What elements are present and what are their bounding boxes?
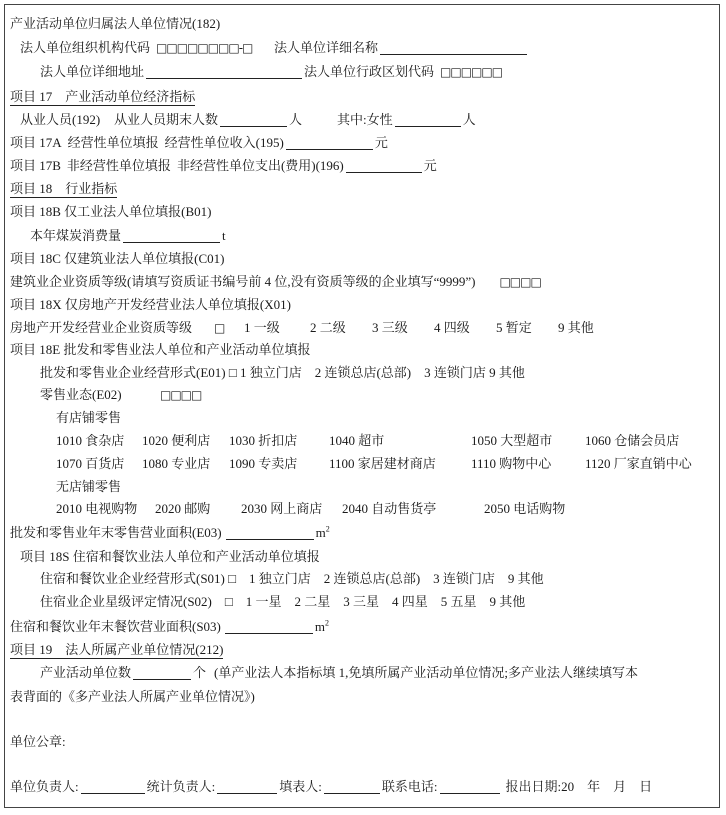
unit-m2 bbox=[315, 618, 329, 636]
unit-label: 元 bbox=[423, 158, 437, 173]
unit-m2 bbox=[316, 524, 330, 542]
e02-label: 零售业态(E02) bbox=[40, 387, 122, 402]
region-boxes[interactable]: □□□□□□ bbox=[440, 65, 503, 79]
row-c-qual bbox=[10, 273, 541, 291]
section-title: 产业活动单位归属法人单位情况(182) bbox=[10, 16, 221, 31]
store-code: 1050 大型超市 bbox=[471, 433, 553, 448]
coal-label: 本年煤炭消费量 bbox=[30, 228, 122, 243]
item18-title: 项目 18 行业指标 bbox=[10, 181, 118, 196]
store-code: 1100 家居建材商店 bbox=[329, 456, 436, 471]
expense-label: 非经营性单位支出(费用)(196) bbox=[176, 158, 344, 173]
s03-field[interactable] bbox=[225, 619, 313, 634]
row-store-codes-2 bbox=[56, 455, 692, 473]
row-s03 bbox=[10, 618, 329, 636]
x-qual-box[interactable]: □ bbox=[214, 321, 225, 335]
row-store-codes-1 bbox=[56, 432, 679, 450]
row-item17b bbox=[10, 157, 437, 175]
row-nostore-label bbox=[56, 478, 121, 496]
nostore-code: 2010 电视购物 bbox=[56, 501, 138, 516]
address-field[interactable] bbox=[146, 64, 302, 79]
x-qual-label: 房地产开发经营业企业资质等级 bbox=[10, 320, 193, 335]
item18x-title: 项目 18X 仅房地产开发经营业法人单位填报(X01) bbox=[10, 297, 291, 312]
unit-label: 个 bbox=[193, 665, 207, 680]
head-label: 单位负责人: bbox=[10, 779, 79, 794]
item17-title: 项目 17 产业活动单位经济指标 bbox=[10, 89, 196, 104]
note-line2: 表背面的《多产业法人所属产业单位情况》) bbox=[10, 689, 255, 704]
x-option: 4 四级 bbox=[434, 320, 470, 335]
s01-line: 住宿和餐饮业企业经营形式(S01) □ 1 独立门店 2 连锁总店(总部) 3 连锁门店 9 其他 bbox=[40, 571, 544, 586]
filler-field[interactable] bbox=[324, 779, 380, 794]
coal-field[interactable] bbox=[123, 228, 220, 243]
row-coal bbox=[30, 227, 226, 245]
x-option: 2 二级 bbox=[310, 320, 346, 335]
x-option: 9 其他 bbox=[558, 320, 594, 335]
nostore-code: 2050 电话购物 bbox=[484, 501, 566, 516]
row-signatures bbox=[10, 778, 652, 796]
head-field[interactable] bbox=[81, 779, 145, 794]
row-e01 bbox=[40, 364, 525, 382]
unit-label: t bbox=[222, 228, 226, 243]
row-item18c bbox=[10, 250, 225, 268]
unit-m: m bbox=[315, 525, 326, 540]
store-code: 1070 百货店 bbox=[56, 456, 125, 471]
row-note2 bbox=[10, 688, 255, 706]
org-code-boxes[interactable]: □□□□□□□□-□ bbox=[156, 41, 253, 55]
c-qual-boxes[interactable]: □□□□ bbox=[499, 275, 541, 289]
unit-m: m bbox=[314, 619, 326, 634]
x-option: 5 暂定 bbox=[496, 320, 532, 335]
expense-field[interactable] bbox=[346, 158, 422, 173]
phone-field[interactable] bbox=[440, 779, 500, 794]
item18c-title: 项目 18C 仅建筑业法人单位填报(C01) bbox=[10, 251, 225, 266]
row-nostore-codes bbox=[56, 500, 565, 518]
region-label: 法人单位行政区划代码 bbox=[304, 64, 435, 79]
store-code: 1080 专业店 bbox=[142, 456, 211, 471]
address-label: 法人单位详细地址 bbox=[40, 64, 145, 79]
nostore-label: 无店铺零售 bbox=[56, 479, 122, 494]
e02-boxes[interactable]: □□□□ bbox=[160, 388, 202, 402]
row-e02 bbox=[40, 386, 201, 404]
x-option: 1 一级 bbox=[244, 320, 280, 335]
row-182 bbox=[10, 15, 220, 33]
row-item18 bbox=[10, 180, 117, 198]
row-store-label bbox=[56, 409, 121, 427]
row-s01 bbox=[40, 570, 544, 588]
store-code: 1040 超市 bbox=[329, 433, 385, 448]
s02-line: 住宿业企业星级评定情况(S02) □ 1 一星 2 二星 3 三星 4 四星 5 五星 9 其他 bbox=[40, 594, 526, 609]
store-code: 1110 购物中心 bbox=[471, 456, 552, 471]
e03-label: 批发和零售业年末零售营业面积(E03) bbox=[10, 525, 222, 540]
item18e-title: 项目 18E 批发和零售业法人单位和产业活动单位填报 bbox=[10, 342, 311, 357]
e01-line: 批发和零售业企业经营形式(E01) □ 1 独立门店 2 连锁总店(总部) 3 连锁门店 9 其他 bbox=[40, 365, 525, 380]
item17a-label: 项目 17A bbox=[10, 135, 62, 150]
store-code: 1020 便利店 bbox=[142, 433, 211, 448]
unit-sup: 2 bbox=[325, 524, 330, 534]
row-item18b bbox=[10, 203, 212, 221]
store-code: 1010 食杂店 bbox=[56, 433, 125, 448]
store-code: 1090 专卖店 bbox=[229, 456, 298, 471]
row-item17 bbox=[10, 88, 195, 106]
row-item18x bbox=[10, 296, 291, 314]
stat-head-label: 统计负责人: bbox=[146, 779, 216, 794]
emp-end-field[interactable] bbox=[220, 112, 287, 127]
x-option: 3 三级 bbox=[372, 320, 408, 335]
store-code: 1120 厂家直销中心 bbox=[585, 456, 692, 471]
emp-label: 从业人员(192) bbox=[20, 112, 101, 127]
seal-label: 单位公章: bbox=[10, 734, 66, 749]
nostore-code: 2020 邮购 bbox=[155, 501, 211, 516]
row-count bbox=[40, 664, 638, 682]
store-label: 有店铺零售 bbox=[56, 410, 122, 425]
row-item18e bbox=[10, 341, 310, 359]
phone-label: 联系电话: bbox=[381, 779, 438, 794]
row-e03 bbox=[10, 524, 330, 542]
income-field[interactable] bbox=[286, 135, 373, 150]
row-s02 bbox=[40, 593, 525, 611]
name-field[interactable] bbox=[380, 40, 527, 55]
name-label: 法人单位详细名称 bbox=[274, 40, 379, 55]
item18s-title: 项目 18S 住宿和餐饮业法人单位和产业活动单位填报 bbox=[20, 549, 320, 564]
item17b-label: 项目 17B bbox=[10, 158, 61, 173]
unit-sup: 2 bbox=[325, 618, 330, 628]
item19-title: 项目 19 法人所属产业单位情况(212) bbox=[10, 642, 224, 657]
s03-label: 住宿和餐饮业年末餐饮营业面积(S03) bbox=[10, 619, 221, 634]
count-field[interactable] bbox=[133, 665, 191, 680]
row-item18s bbox=[20, 548, 320, 566]
count-label: 产业活动单位数 bbox=[40, 665, 132, 680]
row-employees bbox=[20, 111, 476, 129]
unit-label: 人 bbox=[462, 112, 476, 127]
store-code: 1030 折扣店 bbox=[229, 433, 298, 448]
filler-label: 填表人: bbox=[279, 779, 322, 794]
item17a-fill: 经营性单位填报 bbox=[67, 135, 159, 150]
note-line1: (单产业法人本指标填 1,免填所属产业活动单位情况;多产业法人继续填写本 bbox=[214, 665, 638, 680]
nostore-code: 2030 网上商店 bbox=[241, 501, 323, 516]
store-code: 1060 仓储会员店 bbox=[585, 433, 680, 448]
e03-field[interactable] bbox=[226, 525, 314, 540]
nostore-code: 2040 自动售货亭 bbox=[342, 501, 437, 516]
female-field[interactable] bbox=[395, 112, 461, 127]
org-code-label: 法人单位组织机构代码 bbox=[20, 40, 151, 55]
row-seal bbox=[10, 733, 66, 751]
row-item19 bbox=[10, 641, 223, 659]
unit-label: 元 bbox=[374, 135, 388, 150]
income-label: 经营性单位收入(195) bbox=[164, 135, 284, 150]
emp-end-label: 从业人员期末人数 bbox=[114, 112, 219, 127]
unit-label: 人 bbox=[289, 112, 303, 127]
item17b-fill: 非经营性单位填报 bbox=[66, 158, 171, 173]
c-qual-label: 建筑业企业资质等级(请填写资质证书编号前 4 位,没有资质等级的企业填写“9999”) bbox=[10, 274, 476, 289]
item18b-title: 项目 18B 仅工业法人单位填报(B01) bbox=[10, 204, 212, 219]
row-org-code bbox=[20, 39, 529, 57]
female-label: 其中:女性 bbox=[337, 112, 393, 127]
row-x-qual bbox=[10, 319, 594, 337]
stat-head-field[interactable] bbox=[217, 779, 277, 794]
date-label: 报出日期:20 年 月 日 bbox=[505, 779, 653, 794]
row-item17a bbox=[10, 134, 388, 152]
row-address bbox=[40, 63, 502, 81]
